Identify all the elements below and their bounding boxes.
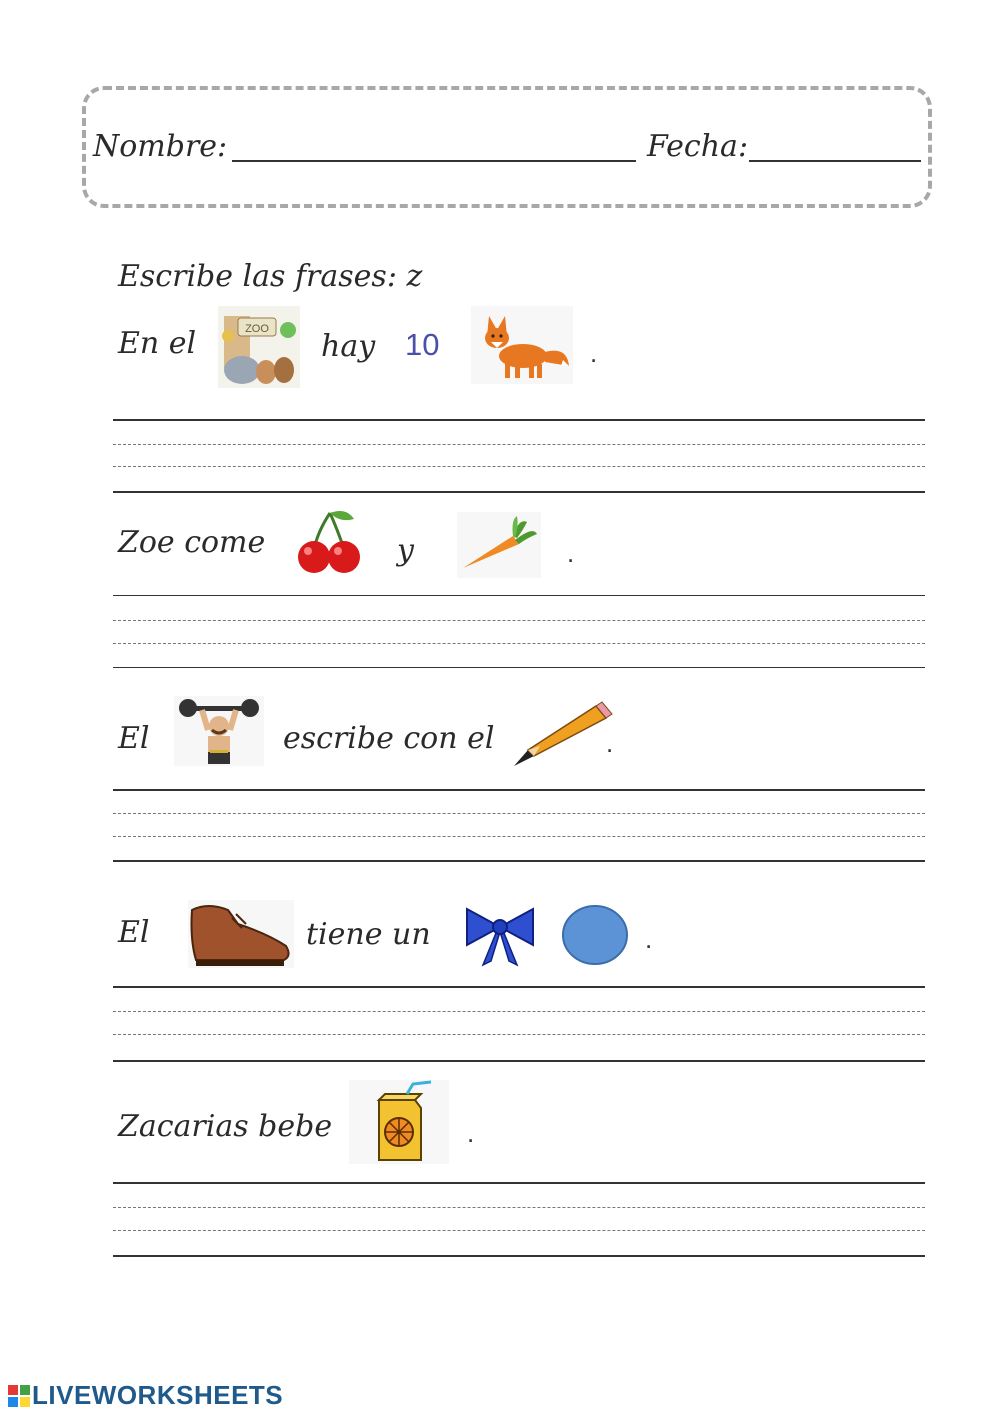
writing-line-1-base[interactable]: [113, 491, 925, 493]
liveworksheets-logo-icon: [8, 1385, 30, 1407]
writing-line-2-top: [113, 595, 925, 596]
sentence-4-word-2: tiene un: [306, 917, 431, 952]
date-label: Fecha:: [647, 129, 749, 164]
writing-line-1-guide-b: [113, 466, 925, 467]
name-label: Nombre:: [93, 129, 228, 164]
sentence-4-word-1: El: [118, 915, 150, 950]
footer-logo-text[interactable]: LIVEWORKSHEETS: [32, 1380, 284, 1410]
instruction: Escribe las frases: z: [118, 259, 423, 294]
writing-line-1-guide-a: [113, 444, 925, 445]
writing-line-3-guide-b: [113, 836, 925, 837]
sentence-1-period: .: [590, 338, 598, 368]
sentence-1-word-2: hay: [321, 329, 376, 364]
juice-box-icon: [349, 1080, 449, 1164]
pencil-icon: [510, 698, 614, 770]
writing-line-1-top: [113, 419, 925, 421]
writing-line-5-guide-b: [113, 1230, 925, 1231]
sentence-3-period: .: [606, 728, 614, 758]
writing-line-3-top: [113, 789, 925, 791]
writing-line-4-base[interactable]: [113, 1060, 925, 1062]
fox-icon: [471, 306, 573, 384]
sentence-5-word-1: Zacarias bebe: [118, 1109, 333, 1144]
blue-circle-icon: [561, 904, 629, 966]
writing-line-2-guide-a: [113, 620, 925, 621]
sentence-3-word-1: El: [118, 721, 150, 756]
cherries-icon: [294, 507, 366, 575]
writing-line-4-guide-a: [113, 1011, 925, 1012]
writing-line-3-guide-a: [113, 813, 925, 814]
sentence-2-word-1: Zoe come: [118, 525, 266, 560]
sentence-1-word-1: En el: [118, 326, 197, 361]
writing-line-4-guide-b: [113, 1034, 925, 1035]
svg-text:ZOO: ZOO: [245, 323, 269, 335]
sentence-2-period: .: [567, 538, 575, 568]
sentence-4-period: .: [645, 924, 653, 954]
sentence-2-word-2: y: [397, 533, 414, 568]
name-field[interactable]: [232, 160, 636, 162]
writing-line-3-base[interactable]: [113, 860, 925, 862]
zoo-icon: [218, 306, 300, 388]
writing-line-4-top: [113, 986, 925, 988]
carrot-icon: [457, 512, 541, 578]
bow-icon: [463, 905, 537, 967]
strongman-icon: [174, 696, 264, 766]
writing-line-5-guide-a: [113, 1207, 925, 1208]
writing-line-5-base[interactable]: [113, 1255, 925, 1257]
writing-line-2-base[interactable]: [113, 667, 925, 668]
writing-line-2-guide-b: [113, 643, 925, 644]
shoe-icon: [188, 900, 294, 968]
writing-line-5-top: [113, 1182, 925, 1184]
number-ten: 10: [405, 327, 440, 362]
date-field[interactable]: [749, 160, 921, 162]
sentence-3-word-2: escribe con el: [283, 721, 495, 756]
sentence-5-period: .: [467, 1118, 475, 1148]
